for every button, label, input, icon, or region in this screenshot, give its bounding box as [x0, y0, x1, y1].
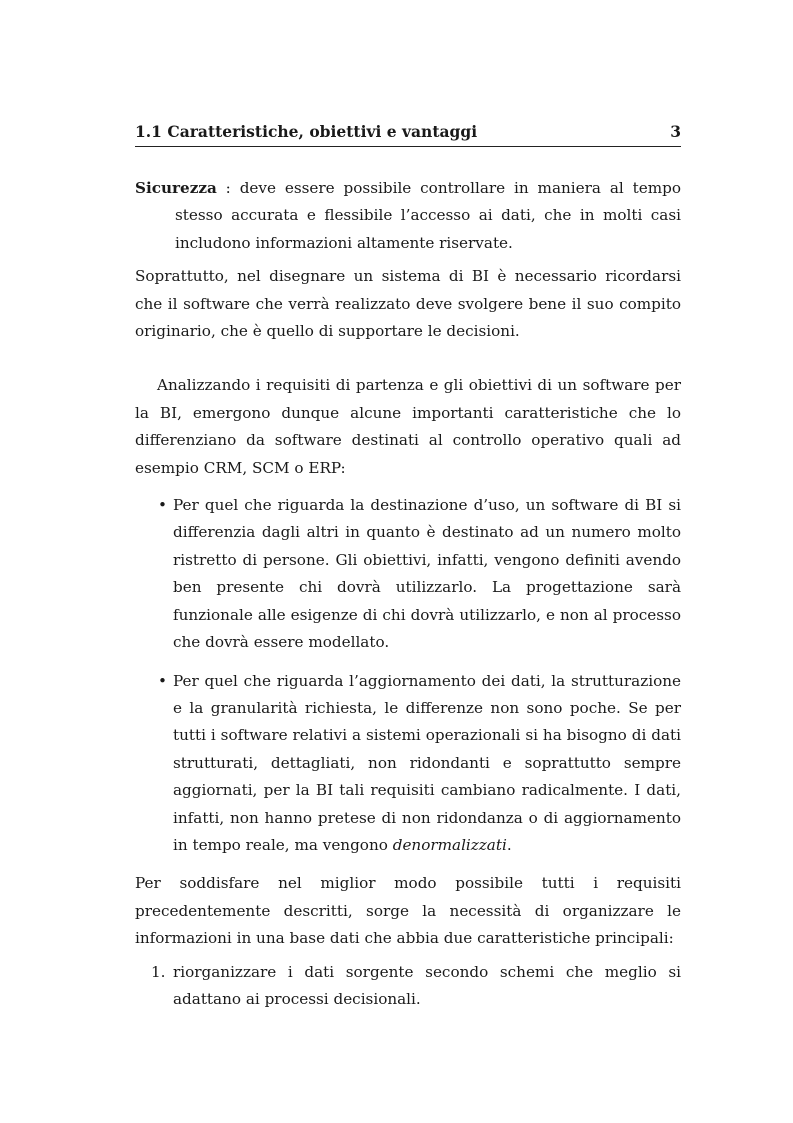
page-number: 3: [670, 122, 681, 141]
bullet-list: [135, 492, 681, 859]
paragraph-decisioni: Soprattutto, nel disegnare un sistema di BI è necessario ricordarsi che il software che verrà realizzato deve svolgere bene il suo compito originario, che è quello di supportare le decisioni.: [135, 267, 681, 341]
paragraph-base-dati: Per soddisfare nel miglior modo possibile tutti i requisiti precedentemente descritti, sorge la necessità di organizzare le informazioni in una base dati che abbia due caratteristiche principali:: [135, 874, 681, 948]
bullet-item-destinazione: [158, 492, 681, 656]
description-term: Sicurezza: [135, 179, 217, 197]
item-text: riorganizzare i dati sorgente secondo schemi che meglio si adattano ai processi decisionali.: [173, 962, 681, 1008]
paragraph-requisiti: Analizzando i requisiti di partenza e gli obiettivi di un software per la BI, emergono dunque alcune importanti caratteristiche che lo differenziano da software destinati al controllo operativo quali ad esempio CRM, SCM o ERP:: [135, 376, 681, 477]
body-text: [135, 175, 681, 1013]
description-text: deve essere possibile controllare in maniera al tempo stesso accurata e flessibile l’accesso ai dati, che in molti casi includono informazioni altamente riservate.: [175, 179, 681, 252]
bullet-end: .: [506, 835, 512, 854]
section-title: 1.1 Caratteristiche, obiettivi e vantaggi: [135, 122, 478, 141]
bullet-icon: •: [158, 671, 167, 690]
item-number: 1.: [151, 962, 166, 981]
document-page: [135, 122, 681, 1013]
bullet-icon: •: [158, 496, 167, 515]
bullet-item-aggiornamento: [158, 668, 681, 860]
numbered-item: [151, 959, 681, 1014]
description-item-sicurezza: [135, 175, 681, 257]
description-separator: :: [216, 179, 240, 197]
bullet-text: Per quel che riguarda la destinazione d’uso, un software di BI si differenzia dagli altri in quanto è destinato ad un numero molto ristretto di persone. Gli obiettivi, infatti, vengono definiti avendo ben presente chi dovrà utilizzarlo. La progettazione sarà funzionale alle esigenze di chi dovrà utilizzarlo, e non al processo che dovrà essere modellato.: [173, 496, 681, 652]
numbered-list: [135, 959, 681, 1014]
running-header: [135, 122, 681, 147]
paragraph-spacer: [135, 345, 681, 372]
bullet-text: Per quel che riguarda l’aggiornamento dei dati, la strutturazione e la granularità richiesta, le differenze non sono poche. Se per tutti i software relativi a sistemi operazionali si ha bisogno di dati strutturati, dettagliati, non ridondanti e soprattutto sempre aggiornati, per la BI tali requisiti cambiano radicalmente. I dati, infatti, non hanno pretese di non ridondanza o di aggiornamento in tempo reale, ma vengono: [173, 671, 681, 854]
bullet-emphasis: denormalizzati: [392, 835, 507, 854]
